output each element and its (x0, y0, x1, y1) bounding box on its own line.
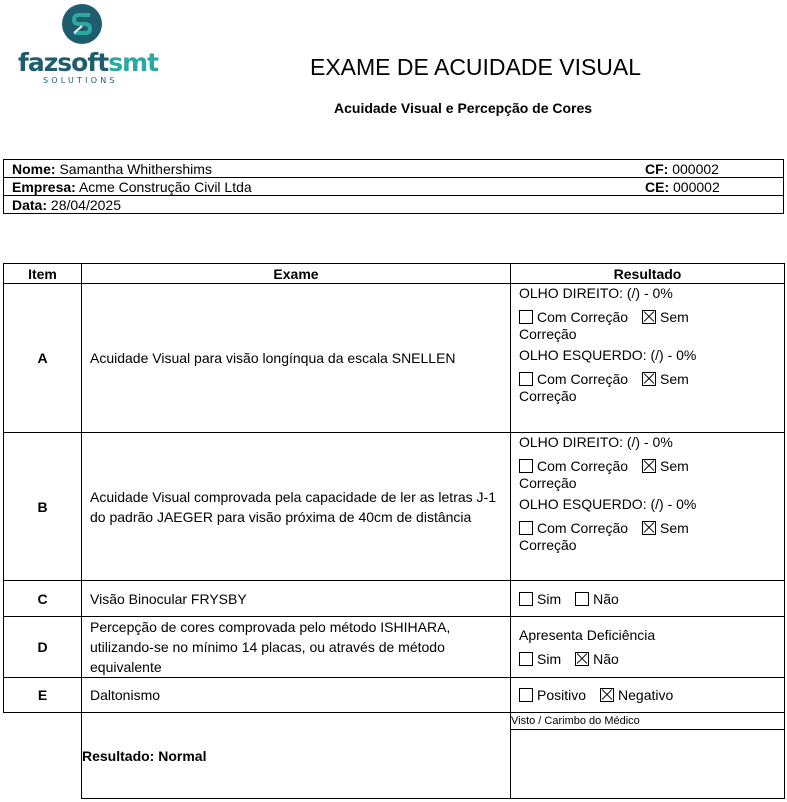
exam-table-header (4, 264, 785, 284)
exam-cell: Acuidade Visual para visão longínqua da escala SNELLEN (82, 284, 511, 433)
checkbox-sim[interactable] (519, 652, 533, 666)
result-cell: Positivo Negativo (511, 678, 785, 713)
info-row-nome (4, 160, 784, 178)
final-result: Resultado: Normal (82, 713, 511, 799)
header-item: Item (4, 264, 82, 284)
table-row (4, 617, 785, 678)
item-cell: C (4, 581, 82, 617)
header-resultado: Resultado (511, 264, 785, 284)
company-logo (18, 4, 159, 88)
exam-cell: Daltonismo (82, 678, 511, 713)
checkbox-sem-correcao[interactable] (642, 372, 656, 386)
result-cell: OLHO DIREITO: (/) - 0% Com Correção Sem Correção OLHO ESQUERDO: (/) - 0% Com Correção Sem Correção (511, 284, 785, 433)
s-circle-icon (62, 4, 102, 44)
doctor-stamp-area[interactable] (511, 730, 785, 799)
info-row-data (4, 196, 784, 214)
checkbox-sem-correcao[interactable] (642, 521, 656, 535)
item-cell: A (4, 284, 82, 433)
data-cell: Data: 28/04/2025 (4, 196, 784, 214)
checkbox-com-correcao[interactable] (519, 372, 533, 386)
result-cell: OLHO DIREITO: (/) - 0% Com Correção Sem Correção OLHO ESQUERDO: (/) - 0% Com Correção Sem Correção (511, 433, 785, 581)
footer-empty-cell (4, 713, 82, 799)
item-cell: D (4, 617, 82, 678)
exam-cell: Percepção de cores comprovada pelo método ISHIHARA, utilizando-se no mínimo 14 placas, ou através de método equivalente (82, 617, 511, 678)
item-cell: E (4, 678, 82, 713)
table-row (4, 284, 785, 433)
footer-row (4, 713, 785, 730)
cf-cell: CF: 000002 (637, 160, 784, 178)
logo-wordmark: fazsoftsmt (18, 48, 159, 77)
checkbox-positivo[interactable] (519, 688, 533, 702)
result-cell: Apresenta Deficiência Sim Não (511, 617, 785, 678)
exam-cell: Acuidade Visual comprovada pela capacidade de ler as letras J-1 do padrão JAEGER para visão próxima de 40cm de distância (82, 433, 511, 581)
document-subtitle: Acuidade Visual e Percepção de Cores (334, 100, 593, 116)
document-title: EXAME DE ACUIDADE VISUAL (310, 54, 642, 80)
exam-cell: Visão Binocular FRYSBY (82, 581, 511, 617)
checkbox-com-correcao[interactable] (519, 459, 533, 473)
checkbox-com-correcao[interactable] (519, 310, 533, 324)
logo-tagline: SOLUTIONS (43, 76, 118, 85)
info-row-empresa (4, 178, 784, 196)
item-cell: B (4, 433, 82, 581)
ce-cell: CE: 000002 (637, 178, 784, 196)
doctor-stamp-label: Visto / Carimbo do Médico (511, 713, 785, 730)
table-row (4, 433, 785, 581)
checkbox-nao[interactable] (575, 652, 589, 666)
table-row (4, 581, 785, 617)
empresa-cell: Empresa: Acme Construção Civil Ltda (4, 178, 638, 196)
result-cell: Sim Não (511, 581, 785, 617)
patient-info-table (3, 159, 784, 214)
checkbox-sim[interactable] (519, 592, 533, 606)
checkbox-negativo[interactable] (600, 688, 614, 702)
checkbox-nao[interactable] (575, 592, 589, 606)
checkbox-sem-correcao[interactable] (642, 459, 656, 473)
exam-table (3, 263, 785, 799)
checkbox-com-correcao[interactable] (519, 521, 533, 535)
checkbox-sem-correcao[interactable] (642, 310, 656, 324)
header-exame: Exame (82, 264, 511, 284)
nome-cell: Nome: Samantha Whithershims (4, 160, 638, 178)
table-row (4, 678, 785, 713)
